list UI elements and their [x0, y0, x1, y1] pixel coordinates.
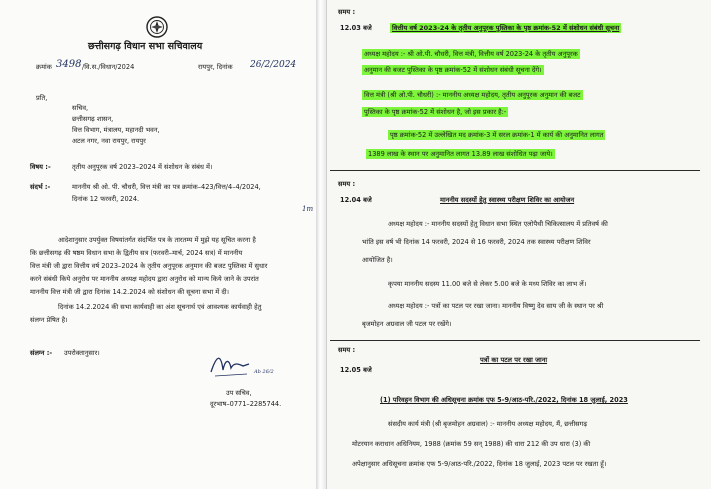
ref-number-handwritten: 3498	[56, 59, 82, 70]
section-line: आयोजित है।	[362, 256, 393, 264]
address-line: सचिव,	[72, 104, 89, 112]
page-gutter	[316, 0, 326, 489]
section-line: अध्यक्ष महोदय :- माननीय सदस्यों हेतु विधान सभा स्थित एलोपैथी चिकित्सालय में प्रतिवर्ष की	[388, 220, 608, 228]
section-line: पृष्ठ क्रमांक-52 में उल्लेखित मद क्रमांक-3 में सरल क्रमांक-1 में कार्य की अनुमानित लागत	[390, 131, 604, 139]
section-time: 12.03 बजे	[340, 24, 372, 32]
time-label: समय :	[338, 180, 356, 188]
reference-text: माननीय श्री ओ. पी. चौधरी, वित्त मंत्री का पत्र क्रमांक–423/वित्त/4–4/2024,	[72, 183, 261, 191]
signature-handwritten: Ab 26/2	[254, 369, 274, 375]
section-heading: पत्रों का पटल पर रखा जाना	[480, 356, 548, 364]
section-line: अध्यक्ष महोदय :- पत्रों का पटल पर रखा जाना। माननीय विष्णु देव साय जी के स्थान पर श्री	[388, 302, 604, 310]
signature-icon	[207, 350, 253, 380]
org-title: छत्तीसगढ़ विधान सभा सचिवालय	[88, 41, 203, 52]
body-line: संलग्न प्रेषित है।	[30, 316, 68, 324]
section-line: 1389 लाख के स्थान पर अनुमानित लागत 13.89 लाख संशोधित पढ़ा जाये।	[368, 150, 553, 158]
body-line: वित्त मंत्री जी द्वारा वित्तीय वर्ष 2023–2024 के तृतीय अनुपूरक अनुमान की बजट पुस्तिका में सुधार	[30, 262, 268, 270]
section-line: अध्यक्ष महोदय :- श्री ओ.पी. चौधरी, वित्त मंत्री, वित्तीय वर्ष 2023-24 के तृतीय अनुपूरक	[364, 50, 578, 58]
state-emblem-icon	[146, 16, 168, 38]
enclosure-label: संलग्न :-	[30, 349, 53, 357]
ref-label: क्रमांक	[36, 63, 52, 71]
section-line: वित्त मंत्री (श्री ओ.पी. चौधरी) :- माननीय अध्यक्ष महोदय, तृतीय अनुपूरक अनुमान की बजट	[364, 91, 581, 99]
section-line: मोटरयान कराधान अधिनियम, 1988 (क्रमांक 59 सन् 1988) की धारा 212 की उप धारा (3) की	[352, 440, 591, 448]
time-label: समय :	[338, 8, 356, 16]
section-time: 12.05 बजे	[340, 366, 372, 374]
margin-note: 1m	[302, 205, 314, 213]
body-line: माननीय वित्त मंत्री जी द्वारा दिनांक 14.2.2024 को संशोधन की सूचना सभा में दी।	[30, 288, 230, 296]
section-line: अनुमान की बजट पुस्तिका के पृष्ठ क्रमांक-52 में संशोधन संबंधी सूचना देंगे।	[364, 66, 542, 74]
time-label: समय :	[338, 346, 356, 354]
prati-label: प्रति,	[36, 94, 48, 102]
reference-label: संदर्भ :-	[30, 183, 51, 191]
address-line: वित्त विभाग, मंत्रालय, महानदी भवन,	[72, 126, 160, 134]
ref-suffix: /वि.स./विधान/2024	[82, 63, 135, 71]
date-label: रायपुर, दिनांक	[198, 63, 233, 71]
section-line: भांति इस वर्ष भी दिनांक 14 फरवरी, 2024 से 16 फरवरी, 2024 तक स्वास्थ्य परीक्षण शिविर	[362, 238, 591, 246]
date-handwritten: 26/2/2024	[250, 60, 297, 70]
section-line: अपेक्षानुसार अधिसूचना क्रमांक एफ 5-9/आठ-परि./2022, दिनांक 18 जुलाई, 2023 पटल पर रखता हूँ।	[352, 460, 607, 468]
address-line: छत्तीसगढ़ शासन,	[72, 115, 114, 123]
body-line: आदेशानुसार उपर्युक्त विषयांतर्गत संदर्भित पत्र के तारतम्य में मुझे यह सूचित करना है	[58, 236, 256, 244]
subject-label: विषय :-	[30, 163, 51, 171]
section-divider	[330, 170, 700, 171]
subject-text: तृतीय अनुपूरक वर्ष 2023–2024 में संशोधन के संबंध में।	[72, 163, 213, 171]
body-line: दिनांक 14.2.2024 की सभा कार्यवाही का अंश सूचनार्थ एवं आवश्यक कार्यवाही हेतु	[58, 303, 262, 311]
section-line: बृजमोहन अग्रवाल जी पटल पर रखेंगे।	[362, 320, 452, 328]
section-divider	[330, 340, 700, 341]
section-subheading: (1) परिवहन विभाग की अधिसूचना क्रमांक एफ 5-9/आठ-परि./2022, दिनांक 18 जुलाई, 2023	[380, 396, 628, 404]
section-heading: माननीय सदस्यों हेतु स्वास्थ्य परीक्षण शिविर का आयोजन	[440, 196, 575, 204]
body-line: कि छत्तीसगढ़ की षष्ठम विधान सभा के द्वितीय सत्र (फरवरी–मार्च, 2024 सत्र) में माननीय	[30, 249, 243, 257]
section-line: कृपया माननीय सदस्य 11.00 बजे से लेकर 5.00 बजे के मध्य शिविर का लाभ लें।	[388, 280, 587, 288]
section-line: संसदीय कार्य मंत्री (श्री बृजमोहन अग्रवाल) :- माननीय अध्यक्ष महोदय, मैं, छत्तीसगढ़	[388, 420, 588, 428]
body-line: करने संबंधी किये अनुरोध पर माननीय अध्यक्ष महोदय द्वारा अनुरोध को मान्य किये जाने के उपरांत	[30, 275, 259, 283]
signatory: उप सचिव,	[226, 389, 252, 397]
phone-number: दूरभाष–0771–2285744.	[210, 400, 282, 408]
section-heading: वित्तीय वर्ष 2023-24 के तृतीय अनुपूरक पुस्तिका के पृष्ठ क्रमांक-52 में संशोधन संबंधी सूचना	[392, 24, 620, 32]
section-time: 12.04 बजे	[340, 196, 372, 204]
reference-date: दिनांक 12 फरवरी, 2024.	[72, 195, 140, 203]
address-line: अटल नगर, नवा रायपुर, रायपुर	[72, 137, 146, 145]
enclosure-text: उपरोक्तानुसार।	[64, 349, 100, 357]
left-letter-page	[0, 0, 316, 489]
section-line: पुस्तिका के पृष्ठ क्रमांक-52 में संशोधन है, जो इस प्रकार है:-	[364, 108, 507, 116]
